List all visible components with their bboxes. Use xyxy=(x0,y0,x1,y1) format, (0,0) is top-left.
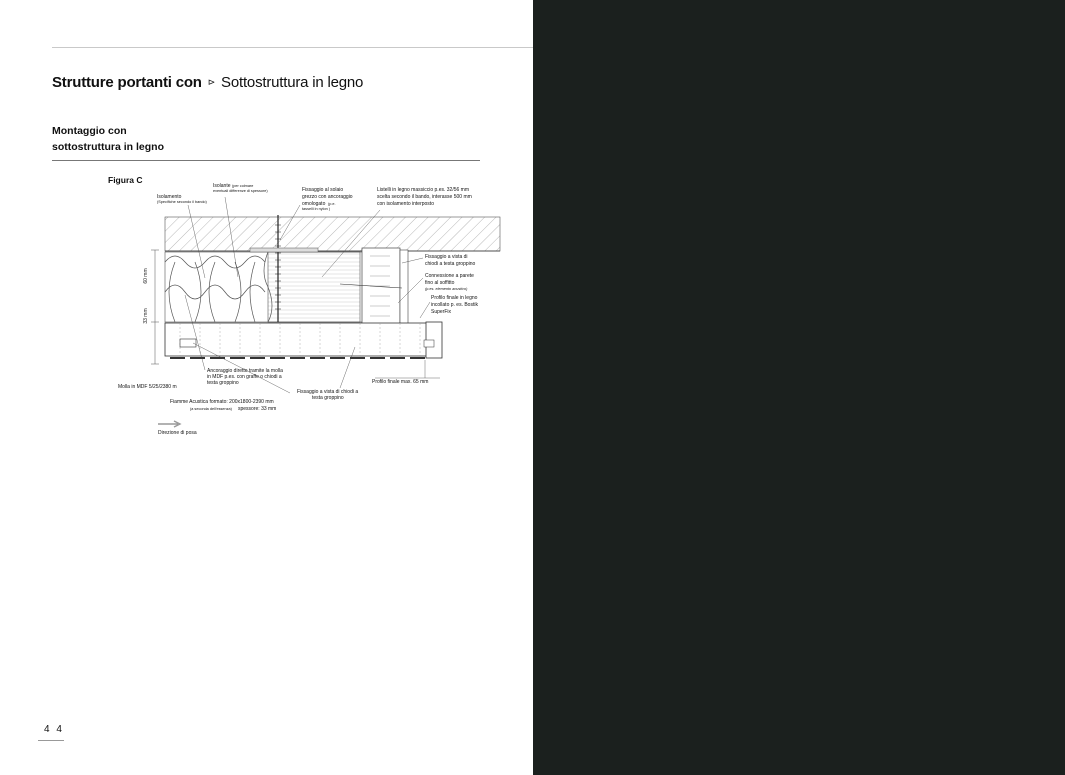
ancoraggio-3: testa groppino xyxy=(207,380,239,386)
technical-drawing xyxy=(110,180,510,440)
fissaggio-vista-2: chiodi a testa groppino xyxy=(425,261,476,267)
fissaggio-solaio-4: tasselli in nylon ) xyxy=(302,207,331,211)
fissaggio-solaio-3b: (p.e. xyxy=(328,202,336,206)
page-title xyxy=(52,74,363,91)
section-heading xyxy=(52,123,164,155)
page-number: 4 4 xyxy=(44,724,64,735)
fissaggio-solaio-2: grezzo con ancoraggio xyxy=(302,194,353,200)
listelli-1: Listelli in legno massiccio p.es. 32/56 mm xyxy=(377,187,469,193)
profilo-3: SuperFix xyxy=(431,309,452,315)
section-divider xyxy=(52,160,480,161)
wooden-batten xyxy=(268,252,360,322)
profilo-max-label: Profilo finale max. 65 mm xyxy=(372,379,429,385)
triangle-marker-icon: ⊳ xyxy=(207,77,216,87)
fissaggio-solaio-1: Fissaggio al solaio xyxy=(302,187,344,193)
profilo-2: incollato p. es. Bostik xyxy=(431,302,478,308)
isolante-note1: (per colmare xyxy=(232,184,254,188)
ancoraggio-2: in MDF p.es. con graffe o chiodi a xyxy=(207,374,282,380)
connessione-3: (p.es. elemento acustico) xyxy=(425,287,468,291)
isolamento-label: Isolamento xyxy=(157,194,182,200)
connessione-2: fino al soffitto xyxy=(425,280,455,286)
listelli-3: con isolamento interposto xyxy=(377,201,434,207)
fiamme-2b: spessore: 33 mm xyxy=(238,406,277,412)
dim-60-label: 60 mm xyxy=(143,268,149,284)
molla-label: Molla in MDF 5/25/2380 m xyxy=(118,384,177,390)
isolamento-note: (Specifiche secondo il bando) xyxy=(157,200,207,204)
concrete-slab xyxy=(165,217,500,251)
fissaggio-vista-b2: testa groppino xyxy=(312,395,344,401)
figure-label: Figura C xyxy=(108,175,143,185)
connessione-1: Connessione a parete xyxy=(425,273,474,279)
ancoraggio-1: Ancoraggio diretto tramite la molla xyxy=(207,368,283,374)
isolante-note2: eventuali differenze di spessore) xyxy=(213,189,268,193)
mdf-spring xyxy=(180,339,196,347)
profilo-1: Profilo finale in legno xyxy=(431,295,478,301)
section-heading-line1: Montaggio con xyxy=(52,125,127,137)
fissaggio-vista-b1: Fissaggio a vista di chiodi a xyxy=(297,389,359,395)
right-dark-page xyxy=(533,0,1065,775)
direction-arrow-icon xyxy=(158,421,180,427)
fissaggio-vista-1: Fissaggio a vista di xyxy=(425,254,468,260)
isolante-label: Isolante xyxy=(213,183,231,189)
page-number-rule xyxy=(38,740,64,741)
fissaggio-solaio-3: omologato xyxy=(302,201,326,207)
fiamme-2a: (a seconda dell'essenza) xyxy=(190,407,232,411)
top-divider xyxy=(52,47,533,48)
direzione-label: Direzione di posa xyxy=(158,430,197,436)
listelli-2: scelta secondo il bando, interasse 500 mm xyxy=(377,194,472,200)
dim-33-label: 33 mm xyxy=(143,308,149,324)
title-bold: Strutture portanti con xyxy=(52,74,202,91)
section-heading-line2: sottostruttura in legno xyxy=(52,141,164,153)
title-regular: Sottostruttura in legno xyxy=(221,74,364,91)
fiamme-1: Fiamme Acustica formato: 200x1800-2390 mm xyxy=(170,399,274,405)
